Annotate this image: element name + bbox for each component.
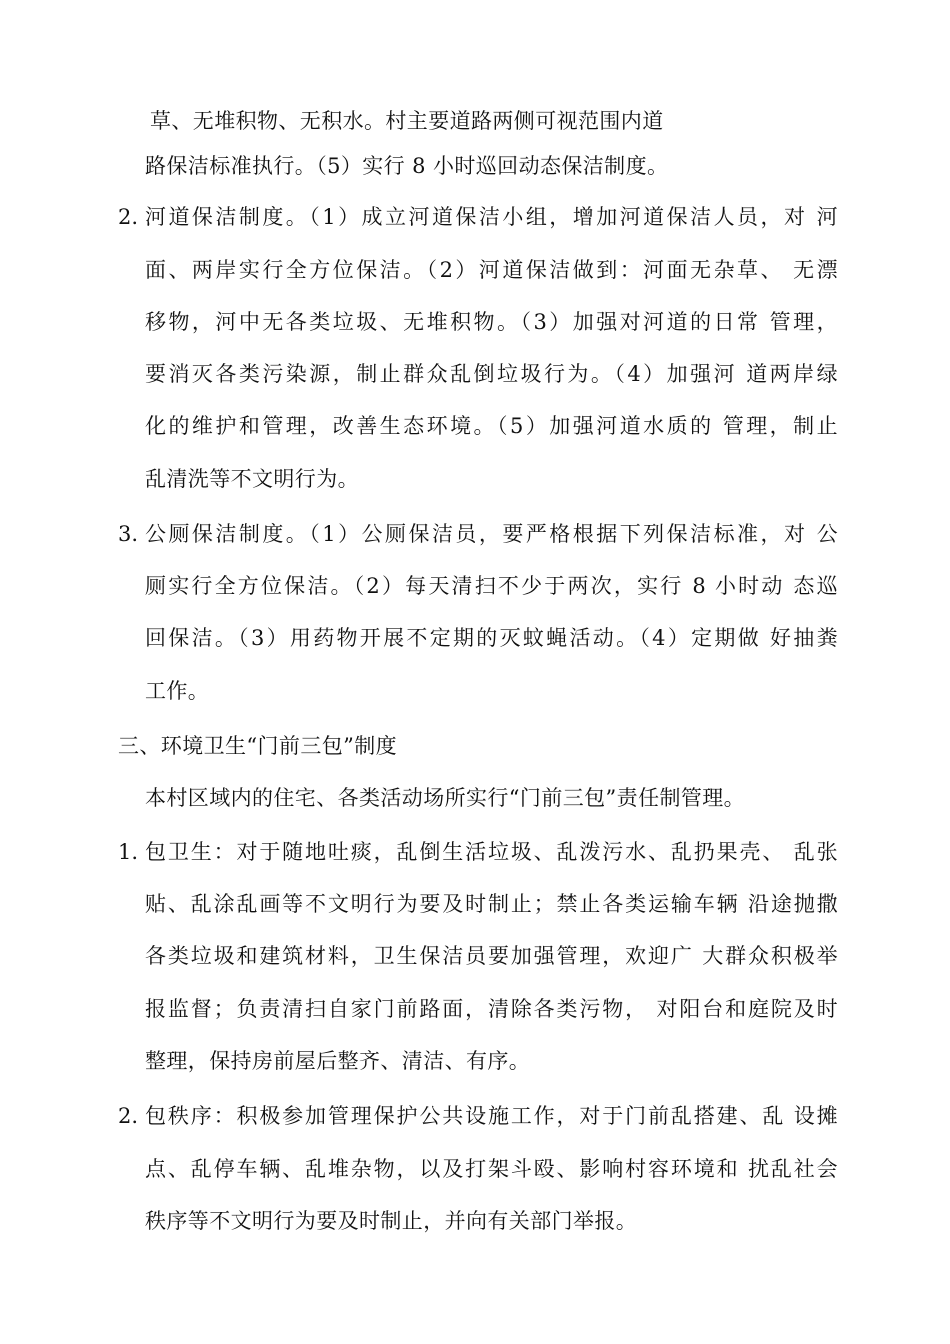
paragraph-line: 移物，河中无各类垃圾、无堆积物。（3）加强对河道的日常 管理，	[145, 310, 838, 334]
list-number: 1.	[118, 840, 139, 864]
list-number: 3.	[118, 522, 139, 546]
list-number: 2.	[118, 205, 139, 229]
list-number: 2.	[118, 1104, 139, 1128]
paragraph-line: 秩序等不文明行为要及时制止，并向有关部门举报。	[145, 1209, 638, 1233]
paragraph-line: 面、两岸实行全方位保洁。（2）河道保洁做到：河面无杂草、 无漂	[145, 258, 838, 282]
paragraph-line: 河道保洁制度。（1）成立河道保洁小组，增加河道保洁人员，对 河	[145, 205, 838, 229]
paragraph-line: 包秩序：积极参加管理保护公共设施工作，对于门前乱搭建、乱 设摊	[145, 1104, 838, 1128]
intro-line-1: 草、无堆积物、无积水。村主要道路两侧可视范围内道	[150, 109, 664, 133]
paragraph-line: 厕实行全方位保洁。（2）每天清扫不少于两次，实行 8 小时动 态巡	[145, 574, 838, 598]
paragraph-line: 点、乱停车辆、乱堆杂物，以及打架斗殴、影响村容环境和 扰乱社会	[145, 1157, 838, 1181]
section-intro: 本村区域内的住宅、各类活动场所实行“门前三包”责任制管理。	[145, 786, 746, 810]
paragraph-line: 报监督；负责清扫自家门前路面，清除各类污物， 对阳台和庭院及时	[145, 997, 838, 1021]
paragraph-line: 贴、乱涂乱画等不文明行为要及时制止；禁止各类运输车辆 沿途抛撒	[145, 892, 838, 916]
paragraph-line: 回保洁。（3）用药物开展不定期的灭蚊蝇活动。（4）定期做 好抽粪	[145, 626, 838, 650]
intro-line-2: 路保洁标准执行。（5）实行 8 小时巡回动态保洁制度。	[145, 154, 669, 178]
paragraph-line: 包卫生：对于随地吐痰，乱倒生活垃圾、乱泼污水、乱扔果壳、 乱张	[145, 840, 838, 864]
paragraph-line: 整理，保持房前屋后整齐、清洁、有序。	[145, 1049, 531, 1073]
paragraph-line: 各类垃圾和建筑材料，卫生保洁员要加强管理，欢迎广 大群众积极举	[145, 944, 838, 968]
section-heading: 三、环境卫生“门前三包”制度	[118, 734, 398, 758]
paragraph-line: 公厕保洁制度。（1）公厕保洁员，要严格根据下列保洁标准，对 公	[145, 522, 838, 546]
paragraph-line: 工作。	[145, 679, 210, 703]
paragraph-line: 化的维护和管理，改善生态环境。（5）加强河道水质的 管理，制止	[145, 414, 838, 438]
paragraph-line: 要消灭各类污染源，制止群众乱倒垃圾行为。（4）加强河 道两岸绿	[145, 362, 838, 386]
paragraph-line: 乱清洗等不文明行为。	[145, 467, 359, 491]
